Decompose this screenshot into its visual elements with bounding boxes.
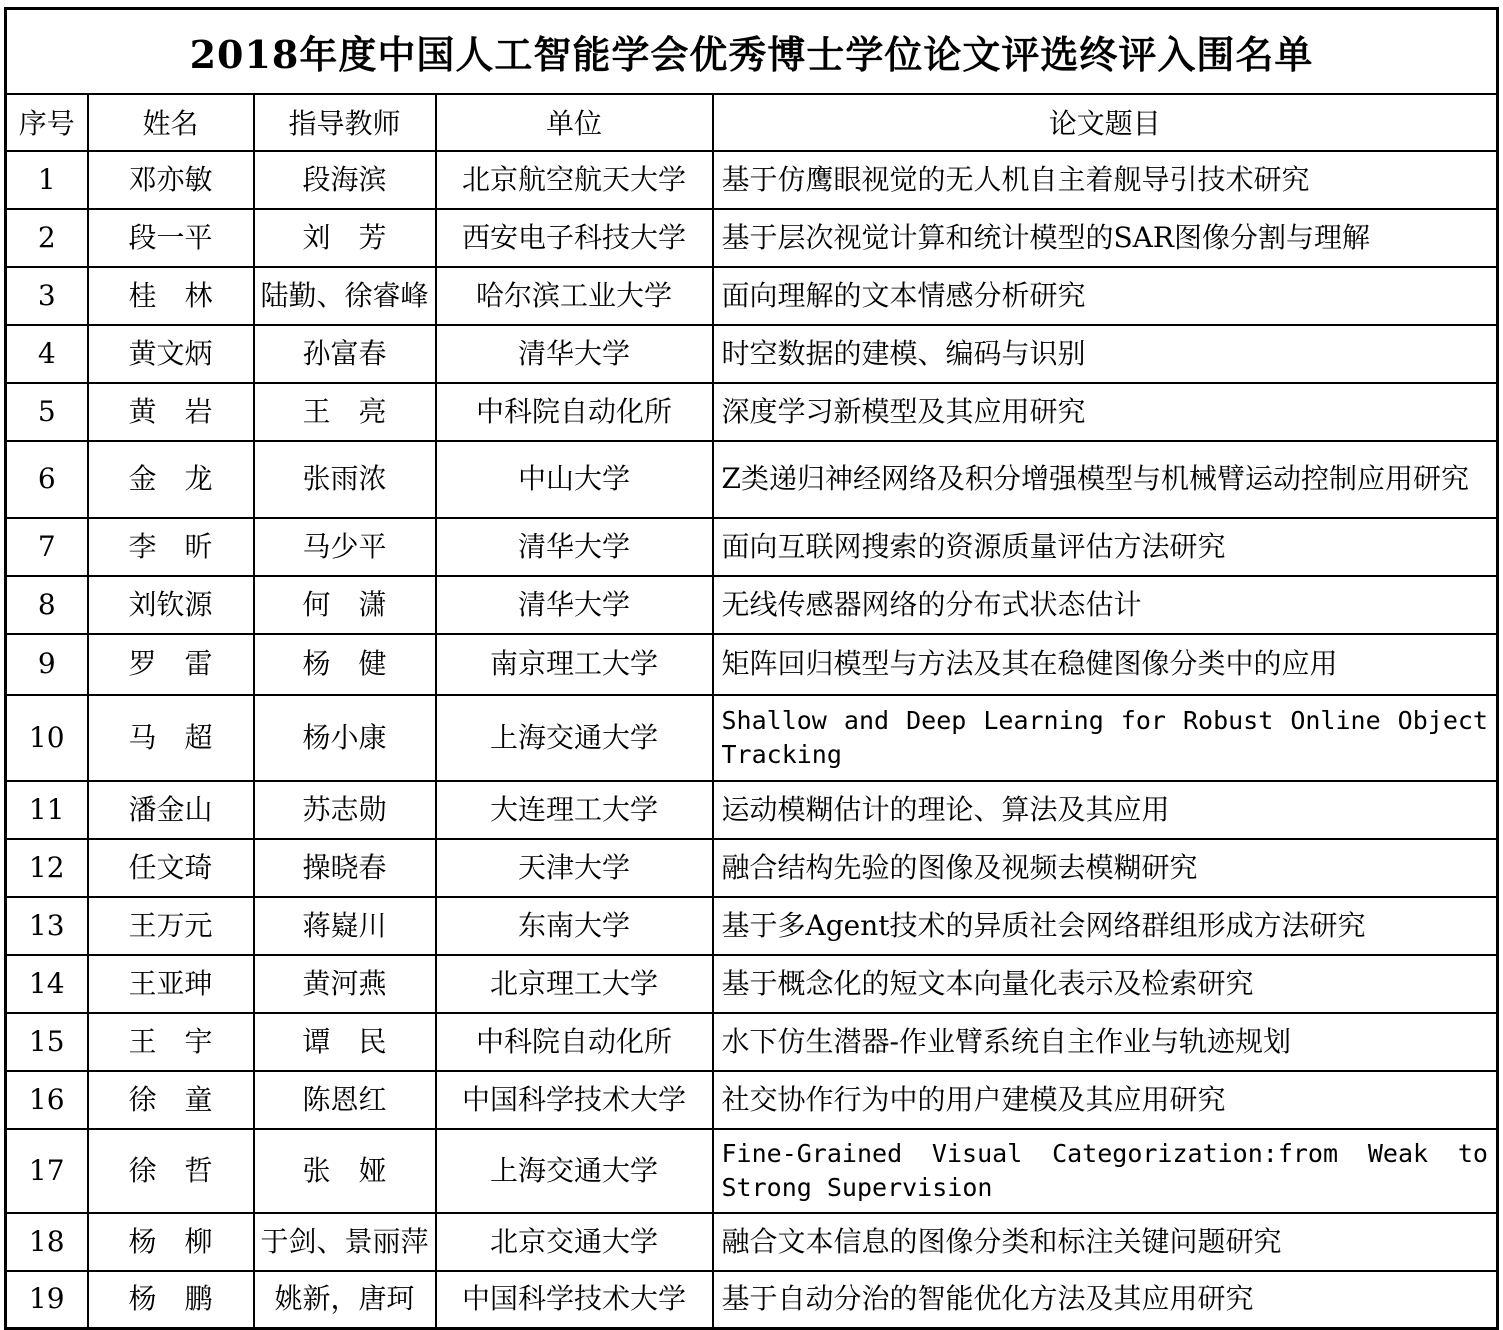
thesis-title-cell: Fine-Grained Visual Categorization:from Weak to Strong Supervision <box>713 1129 1498 1213</box>
table-row <box>6 441 1498 518</box>
table-row <box>6 955 1498 1013</box>
advisor-cell: 蒋嶷川 <box>254 897 436 955</box>
name-cell: 王 宇 <box>88 1013 254 1071</box>
name-cell: 段一平 <box>88 209 254 267</box>
name-cell: 桂 林 <box>88 267 254 325</box>
advisor-cell: 操晓春 <box>254 839 436 897</box>
name-cell: 任文琦 <box>88 839 254 897</box>
thesis-title-cell: 基于自动分治的智能优化方法及其应用研究 <box>713 1271 1498 1329</box>
thesis-title-cell: 面向理解的文本情感分析研究 <box>713 267 1498 325</box>
row-number-cell: 6 <box>6 441 88 518</box>
thesis-title-cell: Z类递归神经网络及积分增强模型与机械臂运动控制应用研究 <box>713 441 1498 518</box>
advisor-cell: 黄河燕 <box>254 955 436 1013</box>
name-cell: 杨 鹏 <box>88 1271 254 1329</box>
institution-cell: 清华大学 <box>436 325 713 383</box>
institution-cell: 南京理工大学 <box>436 634 713 695</box>
row-number-cell: 16 <box>6 1071 88 1129</box>
table-row <box>6 1129 1498 1213</box>
thesis-title-cell: 社交协作行为中的用户建模及其应用研究 <box>713 1071 1498 1129</box>
table-row <box>6 781 1498 839</box>
table-row <box>6 576 1498 634</box>
row-number-cell: 10 <box>6 695 88 781</box>
table-row <box>6 1071 1498 1129</box>
name-cell: 王万元 <box>88 897 254 955</box>
row-number-cell: 3 <box>6 267 88 325</box>
row-number-cell: 7 <box>6 518 88 576</box>
name-cell: 徐 哲 <box>88 1129 254 1213</box>
thesis-title-cell: Shallow and Deep Learning for Robust Online Object Tracking <box>713 695 1498 781</box>
thesis-title-cell: 融合结构先验的图像及视频去模糊研究 <box>713 839 1498 897</box>
institution-cell: 北京航空航天大学 <box>436 151 713 209</box>
name-cell: 潘金山 <box>88 781 254 839</box>
thesis-title-cell: 基于概念化的短文本向量化表示及检索研究 <box>713 955 1498 1013</box>
table-row <box>6 1213 1498 1271</box>
advisor-cell: 张 娅 <box>254 1129 436 1213</box>
title-row <box>6 9 1498 94</box>
thesis-title-cell: 矩阵回归模型与方法及其在稳健图像分类中的应用 <box>713 634 1498 695</box>
row-number-cell: 17 <box>6 1129 88 1213</box>
institution-cell: 北京理工大学 <box>436 955 713 1013</box>
institution-cell: 东南大学 <box>436 897 713 955</box>
advisor-cell: 孙富春 <box>254 325 436 383</box>
name-cell: 李 昕 <box>88 518 254 576</box>
advisor-cell: 段海滨 <box>254 151 436 209</box>
name-cell: 马 超 <box>88 695 254 781</box>
table-row <box>6 695 1498 781</box>
row-number-cell: 1 <box>6 151 88 209</box>
table-row <box>6 267 1498 325</box>
institution-cell: 大连理工大学 <box>436 781 713 839</box>
name-cell: 刘钦源 <box>88 576 254 634</box>
row-number-cell: 14 <box>6 955 88 1013</box>
institution-cell: 清华大学 <box>436 576 713 634</box>
table-body <box>6 151 1498 1329</box>
table-row <box>6 518 1498 576</box>
name-cell: 徐 童 <box>88 1071 254 1129</box>
thesis-title-cell: 无线传感器网络的分布式状态估计 <box>713 576 1498 634</box>
thesis-title-cell: 运动模糊估计的理论、算法及其应用 <box>713 781 1498 839</box>
thesis-title-cell: 水下仿生潜器-作业臂系统自主作业与轨迹规划 <box>713 1013 1498 1071</box>
column-header-thesis-title: 论文题目 <box>713 94 1498 151</box>
institution-cell: 中国科学技术大学 <box>436 1071 713 1129</box>
row-number-cell: 11 <box>6 781 88 839</box>
column-header-institution: 单位 <box>436 94 713 151</box>
advisor-cell: 杨小康 <box>254 695 436 781</box>
name-cell: 黄文炳 <box>88 325 254 383</box>
institution-cell: 中科院自动化所 <box>436 383 713 441</box>
advisor-cell: 杨 健 <box>254 634 436 695</box>
name-cell: 杨 柳 <box>88 1213 254 1271</box>
thesis-title-cell: 基于层次视觉计算和统计模型的SAR图像分割与理解 <box>713 209 1498 267</box>
institution-cell: 上海交通大学 <box>436 1129 713 1213</box>
advisor-cell: 苏志勋 <box>254 781 436 839</box>
advisor-cell: 陆勤、徐睿峰 <box>254 267 436 325</box>
advisor-cell: 张雨浓 <box>254 441 436 518</box>
advisor-cell: 刘 芳 <box>254 209 436 267</box>
row-number-cell: 12 <box>6 839 88 897</box>
advisor-cell: 王 亮 <box>254 383 436 441</box>
shortlist-table <box>4 7 1499 1330</box>
institution-cell: 上海交通大学 <box>436 695 713 781</box>
thesis-title-cell: 融合文本信息的图像分类和标注关键问题研究 <box>713 1213 1498 1271</box>
row-number-cell: 9 <box>6 634 88 695</box>
row-number-cell: 13 <box>6 897 88 955</box>
advisor-cell: 马少平 <box>254 518 436 576</box>
table-row <box>6 151 1498 209</box>
table-row <box>6 839 1498 897</box>
advisor-cell: 陈恩红 <box>254 1071 436 1129</box>
name-cell: 罗 雷 <box>88 634 254 695</box>
table-row <box>6 897 1498 955</box>
name-cell: 邓亦敏 <box>88 151 254 209</box>
column-header-number: 序号 <box>6 94 88 151</box>
institution-cell: 西安电子科技大学 <box>436 209 713 267</box>
table-row <box>6 1271 1498 1329</box>
row-number-cell: 4 <box>6 325 88 383</box>
table-row <box>6 383 1498 441</box>
name-cell: 王亚珅 <box>88 955 254 1013</box>
advisor-cell: 谭 民 <box>254 1013 436 1071</box>
advisor-cell: 姚新，唐珂 <box>254 1271 436 1329</box>
table-row <box>6 634 1498 695</box>
thesis-title-cell: 时空数据的建模、编码与识别 <box>713 325 1498 383</box>
table-row <box>6 1013 1498 1071</box>
advisor-cell: 于剑、景丽萍 <box>254 1213 436 1271</box>
row-number-cell: 18 <box>6 1213 88 1271</box>
institution-cell: 哈尔滨工业大学 <box>436 267 713 325</box>
institution-cell: 中山大学 <box>436 441 713 518</box>
institution-cell: 中国科学技术大学 <box>436 1271 713 1329</box>
advisor-cell: 何 潇 <box>254 576 436 634</box>
institution-cell: 天津大学 <box>436 839 713 897</box>
column-header-row <box>6 94 1498 151</box>
name-cell: 黄 岩 <box>88 383 254 441</box>
name-cell: 金 龙 <box>88 441 254 518</box>
row-number-cell: 5 <box>6 383 88 441</box>
column-header-advisor: 指导教师 <box>254 94 436 151</box>
institution-cell: 北京交通大学 <box>436 1213 713 1271</box>
thesis-title-cell: 面向互联网搜索的资源质量评估方法研究 <box>713 518 1498 576</box>
institution-cell: 清华大学 <box>436 518 713 576</box>
thesis-title-cell: 基于多Agent技术的异质社会网络群组形成方法研究 <box>713 897 1498 955</box>
thesis-title-cell: 深度学习新模型及其应用研究 <box>713 383 1498 441</box>
table-row <box>6 325 1498 383</box>
row-number-cell: 8 <box>6 576 88 634</box>
row-number-cell: 2 <box>6 209 88 267</box>
document-title: 2018年度中国人工智能学会优秀博士学位论文评选终评入围名单 <box>6 9 1498 94</box>
row-number-cell: 19 <box>6 1271 88 1329</box>
table-row <box>6 209 1498 267</box>
column-header-name: 姓名 <box>88 94 254 151</box>
row-number-cell: 15 <box>6 1013 88 1071</box>
thesis-title-cell: 基于仿鹰眼视觉的无人机自主着舰导引技术研究 <box>713 151 1498 209</box>
institution-cell: 中科院自动化所 <box>436 1013 713 1071</box>
